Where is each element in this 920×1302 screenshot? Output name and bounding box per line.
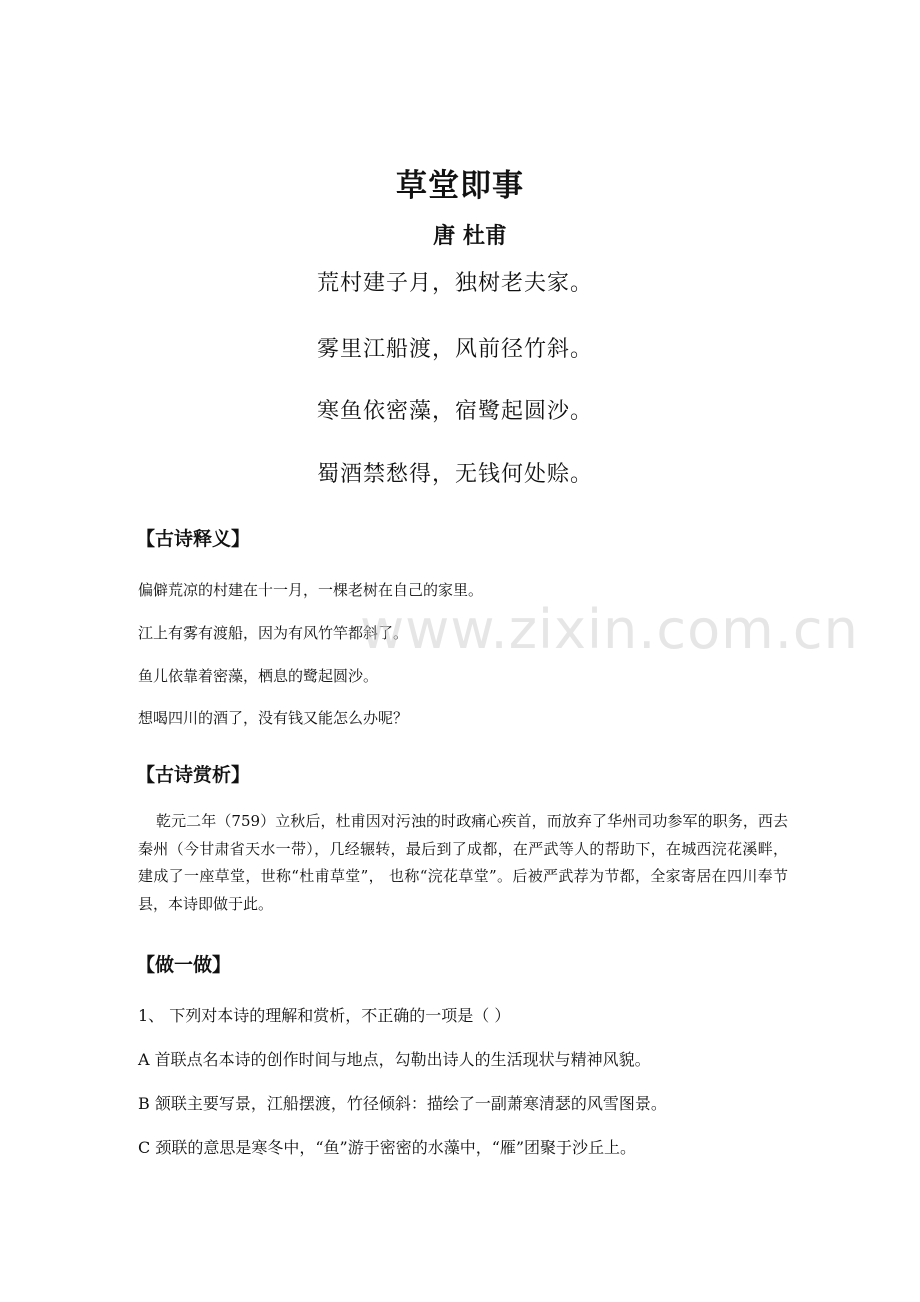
poem-line-3: 寒鱼依密藻，宿鹭起圆沙。: [316, 399, 593, 424]
exercise-heading: 【做一做】: [136, 954, 232, 976]
appreciation-heading: 【古诗赏析】: [136, 764, 251, 786]
interpretation-line-2: 江上有雾有渡船，因为有风竹竿都斜了。: [138, 624, 409, 642]
exercise-option-c: C 颈联的意思是寒冬中，“鱼”游于密密的水藻中，“雁”团聚于沙丘上。: [138, 1138, 637, 1157]
exercise-question: 1、 下列对本诗的理解和赏析，不正确的一项是（ ）: [138, 1006, 511, 1025]
poem-title: 草堂即事: [396, 168, 524, 204]
poem-line-1: 荒村建子月，独树老夫家。: [316, 271, 593, 296]
appreciation-paragraph: 乾元二年（759）立秋后，杜甫因对污浊的时政痛心疾首，而放弃了华州司功参军的职务，西去秦州（今甘肃省天水一带），几经辗转，最后到了成都，在严武等人的帮助下，在城西浣花溪畔，建成了一座草堂，世称“杜甫草堂”， 也称“浣花草堂”。后被严武荐为节都，全家寄居在四川奉节县，本诗即做于此。: [138, 812, 788, 913]
site-watermark: www.zixin.com.cn: [360, 598, 859, 661]
interpretation-line-3: 鱼儿依靠着密藻，栖息的鹭起圆沙。: [138, 667, 379, 685]
interpretation-line-4: 想喝四川的酒了，没有钱又能怎么办呢？: [138, 709, 409, 727]
interpretation-line-1: 偏僻荒凉的村建在十一月，一棵老树在自己的家里。: [138, 581, 484, 599]
exercise-option-b: B 颔联主要写景，江船摆渡，竹径倾斜：描绘了一副萧寒清瑟的风雪图景。: [138, 1094, 667, 1113]
poem-line-2: 雾里江船渡，风前径竹斜。: [316, 337, 593, 362]
exercise-option-a: A 首联点名本诗的创作时间与地点，勾勒出诗人的生活现状与精神风貌。: [138, 1050, 651, 1069]
poem-author: 唐 杜甫: [433, 224, 507, 249]
interpretation-heading: 【古诗释义】: [136, 528, 251, 550]
poem-line-4: 蜀酒禁愁得，无钱何处赊。: [316, 462, 593, 487]
